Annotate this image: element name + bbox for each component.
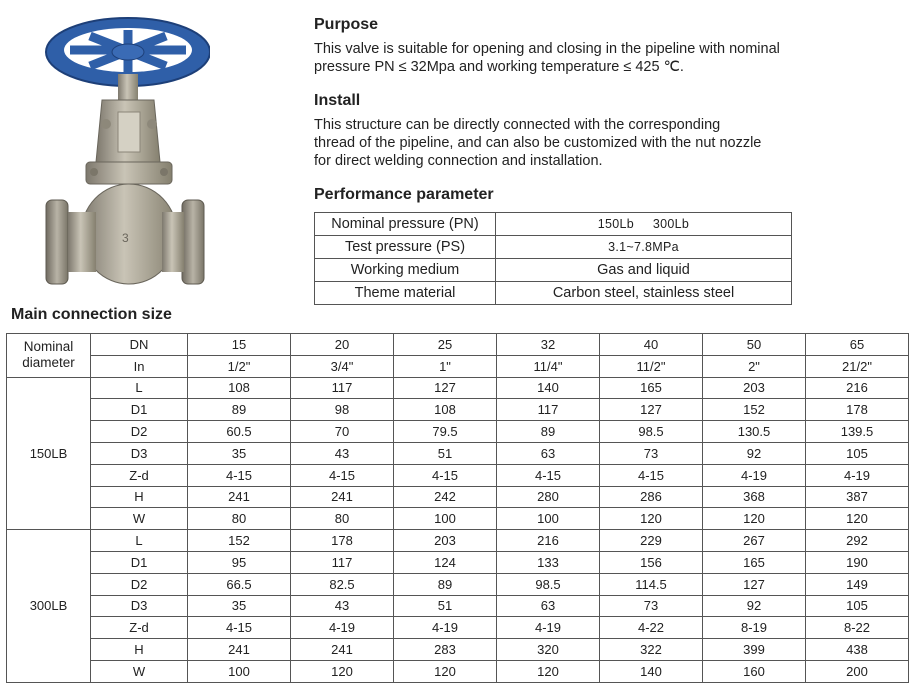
dimension-cell: 229 — [600, 530, 703, 552]
dimension-label: L — [91, 377, 188, 399]
dimension-cell: 190 — [806, 551, 909, 573]
dimension-cell: 63 — [497, 595, 600, 617]
dimension-cell: 120 — [600, 508, 703, 530]
dimension-cell: 152 — [188, 530, 291, 552]
table-row — [7, 530, 909, 552]
dimension-cell: 120 — [806, 508, 909, 530]
dimension-cell: 178 — [291, 530, 394, 552]
dimension-cell: 79.5 — [394, 421, 497, 443]
dimension-cell: 4-15 — [291, 464, 394, 486]
dimension-cell: 108 — [188, 377, 291, 399]
dimension-cell: 73 — [600, 595, 703, 617]
performance-value: Carbon steel, stainless steel — [496, 282, 792, 305]
table-row — [7, 573, 909, 595]
dimension-label: D1 — [91, 551, 188, 573]
table-row — [7, 660, 909, 682]
dimension-label: H — [91, 486, 188, 508]
dimension-label: Z-d — [91, 464, 188, 486]
table-row — [7, 442, 909, 464]
dimension-cell: 320 — [497, 639, 600, 661]
inch-cell: 11/2" — [600, 355, 703, 377]
dimension-cell: 139.5 — [806, 421, 909, 443]
install-title: Install — [314, 92, 361, 109]
dimension-cell: 368 — [703, 486, 806, 508]
dimension-cell: 130.5 — [703, 421, 806, 443]
connection-size-table — [6, 333, 909, 683]
dn-cell: 32 — [497, 334, 600, 356]
dimension-label: H — [91, 639, 188, 661]
svg-text:3: 3 — [122, 231, 129, 245]
install-line: thread of the pipeline, and can also be customized with the nut nozzle — [314, 135, 762, 151]
dimension-cell: 127 — [600, 399, 703, 421]
dimension-cell: 100 — [497, 508, 600, 530]
dimension-cell: 127 — [703, 573, 806, 595]
dimension-cell: 98 — [291, 399, 394, 421]
dimension-label: W — [91, 660, 188, 682]
table-row — [7, 595, 909, 617]
table-row — [7, 551, 909, 573]
dimension-cell: 4-15 — [188, 617, 291, 639]
table-row — [7, 639, 909, 661]
dimension-cell: 82.5 — [291, 573, 394, 595]
dimension-cell: 60.5 — [188, 421, 291, 443]
inch-label: In — [91, 355, 188, 377]
dimension-cell: 73 — [600, 442, 703, 464]
performance-value: 150Lb 300Lb — [496, 213, 792, 236]
inch-cell: 2" — [703, 355, 806, 377]
dimension-cell: 203 — [394, 530, 497, 552]
dimension-cell: 4-19 — [703, 464, 806, 486]
dimension-cell: 89 — [497, 421, 600, 443]
dimension-cell: 100 — [188, 660, 291, 682]
table-row — [7, 377, 909, 399]
inch-cell: 21/2" — [806, 355, 909, 377]
dimension-cell: 203 — [703, 377, 806, 399]
table-row — [7, 421, 909, 443]
dimension-cell: 241 — [291, 486, 394, 508]
dimension-cell: 89 — [394, 573, 497, 595]
dimension-cell: 267 — [703, 530, 806, 552]
performance-row — [315, 236, 792, 259]
dimension-cell: 108 — [394, 399, 497, 421]
dimension-cell: 92 — [703, 442, 806, 464]
dimension-cell: 120 — [497, 660, 600, 682]
dn-cell: 65 — [806, 334, 909, 356]
dimension-cell: 100 — [394, 508, 497, 530]
dimension-cell: 35 — [188, 442, 291, 464]
inch-row — [7, 355, 909, 377]
dimension-cell: 105 — [806, 442, 909, 464]
dimension-cell: 114.5 — [600, 573, 703, 595]
performance-key: Theme material — [315, 282, 496, 305]
dimension-label: D3 — [91, 595, 188, 617]
dimension-cell: 286 — [600, 486, 703, 508]
dn-cell: 50 — [703, 334, 806, 356]
install-line: for direct welding connection and installation. — [314, 153, 603, 169]
dimension-label: W — [91, 508, 188, 530]
inch-cell: 11/4" — [497, 355, 600, 377]
purpose-title: Purpose — [314, 16, 379, 33]
dn-label: DN — [91, 334, 188, 356]
dimension-cell: 105 — [806, 595, 909, 617]
purpose-text — [314, 40, 780, 76]
dn-cell: 25 — [394, 334, 497, 356]
dimension-cell: 80 — [188, 508, 291, 530]
dimension-cell: 280 — [497, 486, 600, 508]
dimension-cell: 80 — [291, 508, 394, 530]
pressure-class-label: 150LB — [7, 377, 91, 530]
purpose-line: This valve is suitable for opening and closing in the pipeline with nominal — [314, 41, 780, 57]
dimension-cell: 127 — [394, 377, 497, 399]
dimension-cell: 241 — [188, 486, 291, 508]
dimension-cell: 160 — [703, 660, 806, 682]
performance-title: Performance parameter — [314, 186, 494, 203]
install-text — [314, 116, 761, 170]
dimension-cell: 283 — [394, 639, 497, 661]
performance-key: Nominal pressure (PN) — [315, 213, 496, 236]
dimension-label: D3 — [91, 442, 188, 464]
dimension-cell: 165 — [703, 551, 806, 573]
dimension-cell: 165 — [600, 377, 703, 399]
dimension-cell: 117 — [291, 377, 394, 399]
dimension-cell: 120 — [703, 508, 806, 530]
dimension-cell: 4-19 — [497, 617, 600, 639]
dimension-label: D1 — [91, 399, 188, 421]
dimension-cell: 156 — [600, 551, 703, 573]
pressure-class-label: 300LB — [7, 530, 91, 683]
dimension-cell: 216 — [497, 530, 600, 552]
dimension-cell: 43 — [291, 595, 394, 617]
dimension-cell: 4-15 — [497, 464, 600, 486]
dimension-cell: 4-15 — [394, 464, 497, 486]
dimension-cell: 98.5 — [600, 421, 703, 443]
dimension-cell: 66.5 — [188, 573, 291, 595]
install-line: This structure can be directly connected with the corresponding — [314, 117, 721, 133]
dn-row — [7, 334, 909, 356]
dimension-cell: 117 — [291, 551, 394, 573]
performance-key: Working medium — [315, 259, 496, 282]
dimension-cell: 149 — [806, 573, 909, 595]
dimension-cell: 200 — [806, 660, 909, 682]
dimension-cell: 95 — [188, 551, 291, 573]
dimension-cell: 133 — [497, 551, 600, 573]
dimension-cell: 70 — [291, 421, 394, 443]
dimension-cell: 216 — [806, 377, 909, 399]
dimension-cell: 43 — [291, 442, 394, 464]
performance-row — [315, 213, 792, 236]
table-row — [7, 399, 909, 421]
dimension-label: D2 — [91, 421, 188, 443]
performance-value: Gas and liquid — [496, 259, 792, 282]
purpose-line: pressure PN ≤ 32Mpa and working temperature ≤ 425 ℃. — [314, 59, 684, 75]
dimension-cell: 63 — [497, 442, 600, 464]
dimension-label: D2 — [91, 573, 188, 595]
dimension-cell: 438 — [806, 639, 909, 661]
dimension-cell: 242 — [394, 486, 497, 508]
performance-row — [315, 282, 792, 305]
dimension-cell: 51 — [394, 442, 497, 464]
table-row — [7, 617, 909, 639]
dn-cell: 20 — [291, 334, 394, 356]
table-row — [7, 486, 909, 508]
dimension-cell: 117 — [497, 399, 600, 421]
performance-key: Test pressure (PS) — [315, 236, 496, 259]
performance-table — [314, 212, 792, 305]
dn-cell: 40 — [600, 334, 703, 356]
dimension-cell: 35 — [188, 595, 291, 617]
dimension-cell: 8-19 — [703, 617, 806, 639]
dimension-cell: 92 — [703, 595, 806, 617]
dimension-cell: 89 — [188, 399, 291, 421]
dimension-cell: 120 — [394, 660, 497, 682]
dimension-cell: 4-15 — [600, 464, 703, 486]
gate-valve-image — [40, 12, 210, 288]
table-row — [7, 464, 909, 486]
dimension-cell: 241 — [188, 639, 291, 661]
dimension-cell: 98.5 — [497, 573, 600, 595]
dimension-label: Z-d — [91, 617, 188, 639]
dimension-cell: 8-22 — [806, 617, 909, 639]
nominal-diameter-label: Nominal diameter — [7, 334, 91, 378]
performance-row — [315, 259, 792, 282]
dimension-label: L — [91, 530, 188, 552]
dimension-cell: 387 — [806, 486, 909, 508]
dimension-cell: 51 — [394, 595, 497, 617]
dimension-cell: 124 — [394, 551, 497, 573]
dimension-cell: 241 — [291, 639, 394, 661]
dn-cell: 15 — [188, 334, 291, 356]
dimension-cell: 120 — [291, 660, 394, 682]
dimension-cell: 292 — [806, 530, 909, 552]
dimension-cell: 140 — [600, 660, 703, 682]
inch-cell: 3/4" — [291, 355, 394, 377]
inch-cell: 1/2" — [188, 355, 291, 377]
dimension-cell: 140 — [497, 377, 600, 399]
dimension-cell: 322 — [600, 639, 703, 661]
dimension-cell: 399 — [703, 639, 806, 661]
dimension-cell: 4-19 — [291, 617, 394, 639]
connection-title: Main connection size — [11, 306, 172, 323]
dimension-cell: 4-22 — [600, 617, 703, 639]
inch-cell: 1" — [394, 355, 497, 377]
dimension-cell: 4-19 — [394, 617, 497, 639]
dimension-cell: 4-19 — [806, 464, 909, 486]
dimension-cell: 178 — [806, 399, 909, 421]
table-row — [7, 508, 909, 530]
performance-value: 3.1~7.8MPa — [496, 236, 792, 259]
dimension-cell: 4-15 — [188, 464, 291, 486]
dimension-cell: 152 — [703, 399, 806, 421]
